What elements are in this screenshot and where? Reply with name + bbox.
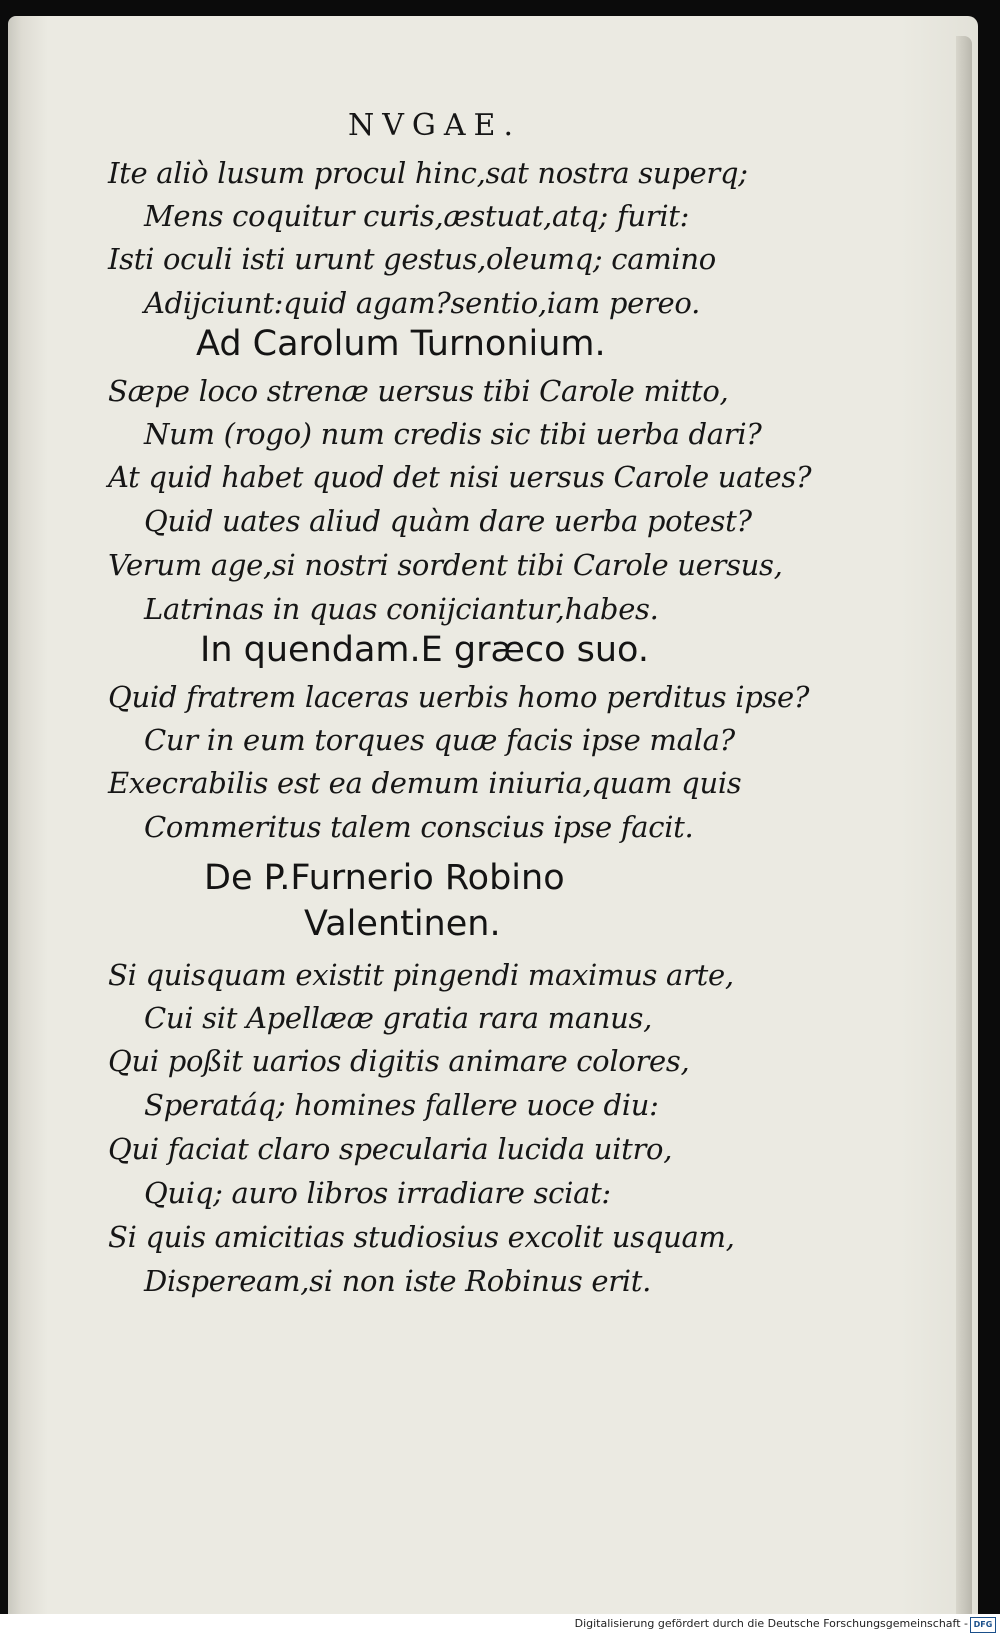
verse-line: Commeritus talem conscius ipse facit. (144, 810, 694, 844)
verse-line: Sæpe loco strenæ uersus tibi Carole mitto, (108, 374, 729, 408)
dfg-logo: DFG (970, 1617, 996, 1633)
verse-line: Si quis amicitias studiosius excolit usquam, (108, 1220, 735, 1254)
verse-line: Speratáq; homines fallere uoce diu: (144, 1088, 659, 1122)
verse-line: Num (rogo) num credis sic tibi uerba dari? (144, 417, 762, 451)
verse-line: Adijciunt:quid agam?sentio,iam pereo. (144, 286, 700, 320)
verse-line: Qui poßit uarios digitis animare colores, (108, 1044, 690, 1078)
digitization-footer (0, 1614, 1000, 1636)
verse-line: Cur in eum torques quæ facis ipse mala? (144, 723, 735, 757)
funding-credit: Digitalisierung gefördert durch die Deutsche Forschungsgemeinschaft - (574, 1617, 968, 1630)
verse-line: Ite aliò lusum procul hinc,sat nostra superq; (108, 156, 748, 190)
verse-line: Dispeream,si non iste Robinus erit. (144, 1264, 652, 1298)
poem-heading: Ad Carolum Turnonium. (196, 324, 606, 364)
verse-line: Execrabilis est ea demum iniuria,quam quis (108, 766, 742, 800)
verse-line: Cui sit Apellææ gratia rara manus, (144, 1001, 653, 1035)
verse-line: Qui faciat claro specularia lucida uitro, (108, 1132, 673, 1166)
verse-line: At quid habet quod det nisi uersus Carole uates? (108, 460, 812, 494)
verse-line: Mens coquitur curis,æstuat,atq; furit: (144, 199, 690, 233)
verse-line: Quid fratrem laceras uerbis homo perditus ipse? (108, 680, 810, 714)
verse-line: Quid uates aliud quàm dare uerba potest? (144, 504, 752, 538)
page-edge (956, 36, 972, 1614)
poem-heading: In quendam.E græco suo. (200, 630, 649, 670)
poem-heading: De P.Furnerio Robino (204, 858, 565, 898)
verse-line: Isti oculi isti urunt gestus,oleumq; camino (108, 242, 716, 276)
book-page (8, 16, 978, 1614)
poem-heading-continued: Valentinen. (304, 904, 501, 944)
running-head: NVGAE. (348, 108, 521, 143)
verse-line: Si quisquam existit pingendi maximus arte, (108, 958, 734, 992)
verse-line: Verum age,si nostri sordent tibi Carole uersus, (108, 548, 783, 582)
verse-line: Quiq; auro libros irradiare sciat: (144, 1176, 611, 1210)
verse-line: Latrinas in quas conijciantur,habes. (144, 592, 659, 626)
